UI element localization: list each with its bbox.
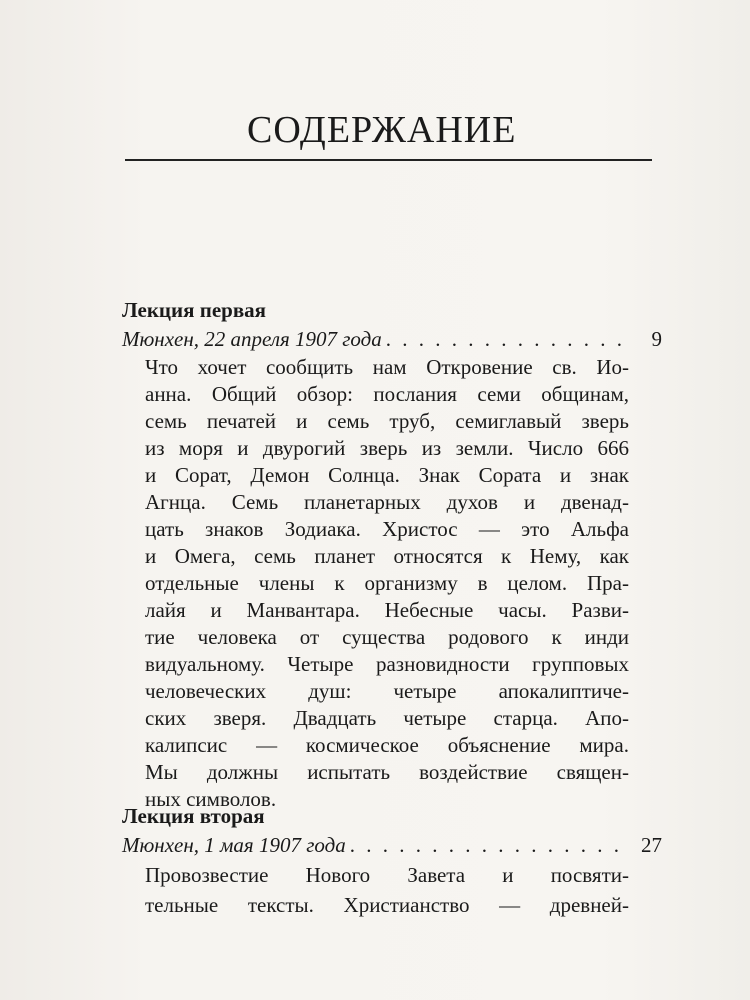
- summary-line: Что хочет сообщить нам Откровение св. Ио-: [145, 355, 629, 379]
- lecture-title: Лекция вторая: [122, 804, 265, 828]
- summary-line: из моря и двурогий зверь из земли. Число 666: [145, 436, 629, 460]
- toc-entry-lecture-1: [122, 296, 662, 813]
- page-number: 9: [651, 327, 662, 351]
- summary-line: видуальному. Четыре разновидности групповых: [145, 652, 629, 676]
- summary-line: калипсис — космическое объяснение мира.: [145, 733, 629, 757]
- lecture-title: Лекция первая: [122, 298, 267, 322]
- summary-line: Провозвестие Нового Завета и посвяти-: [145, 863, 629, 887]
- page-title: СОДЕРЖАНИЕ: [247, 109, 517, 151]
- summary-line: лайя и Манвантара. Небесные часы. Разви-: [145, 598, 629, 622]
- summary-line: анна. Общий обзор: послания семи общинам,: [145, 382, 629, 406]
- lecture-summary: [145, 860, 629, 920]
- summary-line: и Омега, семь планет относятся к Нему, как: [145, 544, 629, 568]
- page-number: 27: [641, 833, 662, 857]
- title-underline: [125, 159, 652, 161]
- lecture-place-date: Мюнхен, 1 мая 1907 года: [122, 833, 346, 857]
- summary-line: Мы должны испытать воздействие священ-: [145, 760, 629, 784]
- dot-leader: [386, 324, 630, 354]
- lecture-place-date: Мюнхен, 22 апреля 1907 года: [122, 327, 382, 351]
- toc-line[interactable]: [122, 324, 662, 354]
- toc-line[interactable]: [122, 830, 662, 860]
- summary-line: и Сорат, Демон Солнца. Знак Сората и знак: [145, 463, 629, 487]
- toc-entry-lecture-2: [122, 802, 662, 920]
- summary-line: цать знаков Зодиака. Христос — это Альфа: [145, 517, 629, 541]
- summary-line: ных символов.: [145, 787, 277, 811]
- dot-leader: [350, 830, 630, 860]
- summary-line: ских зверя. Двадцать четыре старца. Апо-: [145, 706, 629, 730]
- summary-line: тельные тексты. Христианство — древней-: [145, 893, 629, 917]
- summary-line: тие человека от существа родового к инди: [145, 625, 629, 649]
- summary-line: семь печатей и семь труб, семиглавый зверь: [145, 409, 629, 433]
- summary-line: отдельные члены к организму в целом. Пра-: [145, 571, 629, 595]
- lecture-summary: [145, 354, 629, 813]
- summary-line: Агнца. Семь планетарных духов и двенад-: [145, 490, 629, 514]
- summary-line: человеческих душ: четыре апокалиптиче-: [145, 679, 629, 703]
